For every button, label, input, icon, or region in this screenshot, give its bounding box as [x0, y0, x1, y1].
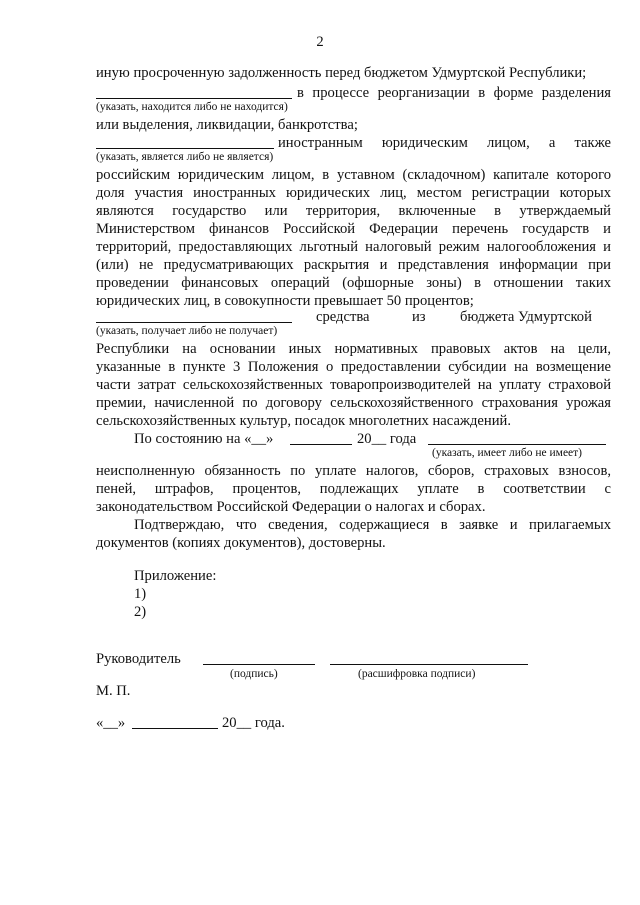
word: с: [604, 481, 611, 497]
word: подлежащих: [319, 481, 399, 497]
funds-caption: (указать, получает либо не получает): [96, 325, 278, 337]
status-year-label: 20__ года: [357, 431, 417, 447]
final-date-day: «__»: [96, 715, 126, 731]
text-line: являются государство или территория, включенные в утверждаемый: [96, 203, 611, 219]
word: процентов,: [232, 481, 302, 497]
word: уплате: [417, 481, 459, 497]
status-date-blank: [290, 430, 352, 445]
text-line: указанные в пункте 3 Положения о предоставлении субсидии на возмещение: [96, 359, 611, 375]
signature-decode-caption: (расшифровка подписи): [358, 668, 476, 680]
attachments-title: Приложение:: [134, 568, 217, 584]
word: юридическим: [381, 135, 468, 151]
foreign-entity-caption: (указать, является либо не является): [96, 151, 274, 163]
attachment-item-1: 1): [134, 586, 147, 602]
word: а: [548, 135, 556, 151]
text-line: в процессе реорганизации в форме разделения: [297, 85, 611, 101]
debt-caption: (указать, имеет либо не имеет): [432, 447, 583, 459]
signature-line: [203, 664, 315, 665]
text-line: (или) не предусматривающих раскрытия и представления информации при: [96, 257, 611, 273]
text-line: [278, 134, 611, 152]
text-line: Министерством финансов Российской Федерации перечень государств и: [96, 221, 611, 237]
word: штрафов,: [154, 481, 214, 497]
foreign-entity-blank: [96, 134, 274, 149]
text-line: Республики на основании иных нормативных правовых актов на цели,: [96, 341, 611, 357]
document-page: 2 иную просроченную задолженность перед бюджетом Удмуртской Республики; в процессе реорганизации в форме разделения (указать, находится либо не находится) или выделения, ликвидации, банкротства; иностранным юридическим лицом, а также (указать, является либо не является) российским юридическим лицом, в уставном (складочном) капитале которого доля участия иностранных юридических лиц, местом регистрации которых являются государство или территория, включенные в утверждаемый Министерством финансов Российской Федерации перечень государств и территорий, предоставляющих льготный налоговый режим налогообложения и (или) не предусматривающих раскрытия и представления информации при проведении финансовых операций (офшорные зоны) в отношении таких юридических лиц, в совокупности превышает 50 процентов; средства из бюджета Удмуртской (указать, получает либо не получает) Республики на основании иных нормативных правовых актов на цели, указанные в пункте 3 Положения о предоставлении субсидии на возмещение части затрат сельскохозяйственных товаропроизводителей на уплату страховой премии, начисленной по договору сельскохозяйственного страхования урожая сельскохозяйственных культур, посадок многолетних насаждений. По состоянию на «__» 20__ года (указать, имеет либо не имеет) неисполненную обязанность по уплате налогов, сборов, страховых взносов, пеней, штрафов, процентов, подлежащих уплате в соответствии с законодательством Российской Федерации о налогах и сборах. Подтверждаю, что сведения, содержащиеся в заявке и прилагаемых документов (копиях документов), достоверны. Приложение: 1) 2) Руководитель (подпись) (расшифровка подписи) М. П. «__» 20__ года.: [0, 0, 640, 905]
text-line: законодательством Российской Федерации о налогах и сборах.: [96, 499, 486, 515]
text-line: [96, 480, 611, 498]
text-line: проведении финансовых операций (офшорные зоны) в отношении таких: [96, 275, 611, 291]
text-line: части затрат сельскохозяйственных товаропроизводителей на уплату страховой: [96, 377, 611, 393]
word: пеней,: [96, 481, 137, 497]
funds-blank: [96, 308, 292, 323]
word: соответствии: [503, 481, 586, 497]
attachment-item-2: 2): [134, 604, 147, 620]
page-number: 2: [316, 34, 324, 50]
text-line: российским юридическим лицом, в уставном (складочном) капитале которого: [96, 167, 611, 183]
word: лицом,: [486, 135, 530, 151]
signature-decode-line: [330, 664, 528, 665]
debt-blank: [428, 430, 606, 445]
word: в: [477, 481, 485, 497]
status-date-label: По состоянию на «__»: [134, 431, 274, 447]
final-date-year: 20__ года.: [222, 715, 285, 731]
signature-caption: (подпись): [230, 668, 278, 680]
text-line: документов (копиях документов), достоверны.: [96, 535, 386, 551]
reorganization-blank: [96, 84, 292, 99]
text-line: иную просроченную задолженность перед бюджетом Удмуртской Республики;: [96, 65, 587, 81]
final-date-blank: [132, 714, 218, 729]
reorganization-caption: (указать, находится либо не находится): [96, 101, 288, 113]
word: иностранным: [278, 135, 363, 151]
text-line: юридических лиц, в совокупности превышает 50 процентов;: [96, 293, 474, 309]
head-label: Руководитель: [96, 651, 181, 667]
word: также: [574, 135, 611, 151]
text-line: сельскохозяйственных культур, посадок многолетних насаждений.: [96, 413, 511, 429]
text-line: территорий, предоставляющих льготный налоговый режим налогообложения и: [96, 239, 611, 255]
stamp-label: М. П.: [96, 683, 131, 699]
text-line: Подтверждаю, что сведения, содержащиеся в заявке и прилагаемых: [134, 517, 611, 533]
text-line: или выделения, ликвидации, банкротства;: [96, 117, 358, 133]
text-line: неисполненную обязанность по уплате налогов, сборов, страховых взносов,: [96, 463, 611, 479]
text-line: премии, начисленной по договору сельскохозяйственного страхования урожая: [96, 395, 611, 411]
text-line: доля участия иностранных юридических лиц, местом регистрации которых: [96, 185, 611, 201]
